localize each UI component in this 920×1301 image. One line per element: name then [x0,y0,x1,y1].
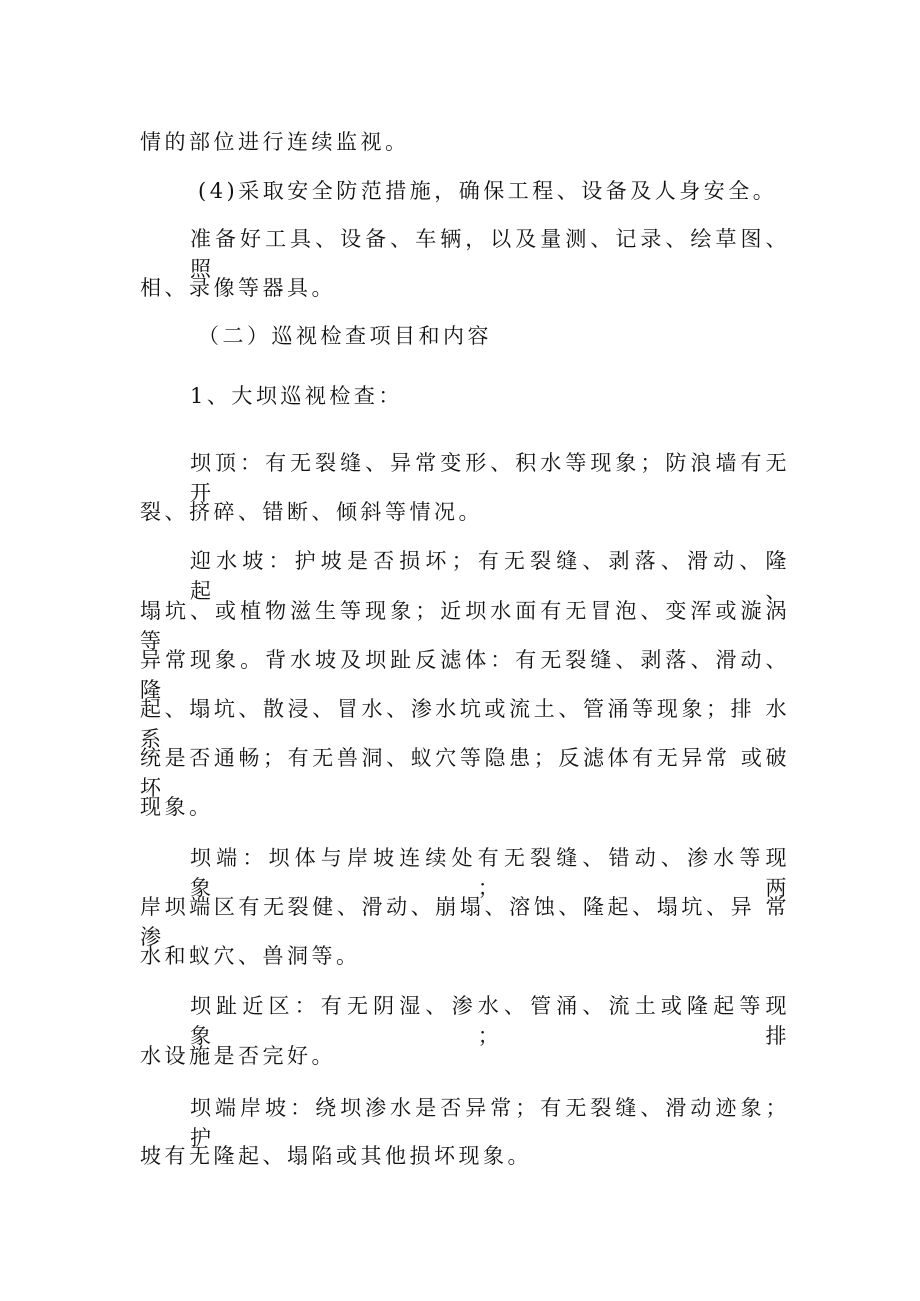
text-line-4: 相、录像等器具。 [140,276,336,300]
text-line-18: 坝趾近区：有无阴湿、渗水、管涌、流土或隆起等现象；排 [190,994,790,1048]
text-line-19: 水设施是否完好。 [140,1044,336,1068]
text-line-16: 岸坝端区有无裂健、滑动、崩塌、溶蚀、隆起、塌坑、异 常渗 [140,895,790,949]
text-line-20: 坝端岸坡：绕坝渗水是否异常；有无裂缝、滑动迹象； 护 [190,1096,790,1150]
section-heading: （二）巡视检查项目和内容 [198,324,492,348]
text-line-7: 坝顶：有无裂缝、异常变形、积水等现象；防浪墙有无 开 [190,451,790,505]
text-line-21: 坡有无隆起、塌陷或其他损坏现象。 [140,1144,532,1168]
text-line-14: 现象。 [140,795,214,819]
text-line-11: 异常现象。背水坡及坝趾反滤体：有无裂缝、剥落、滑动、 隆 [140,648,790,702]
text-line-12: 起、塌坑、散浸、冒水、渗水坑或流土、管涌等现象；排 水系 [140,697,790,751]
subsection-heading: 1、大坝巡视检查： [190,384,403,408]
text-line-8: 裂、挤碎、错断、倾斜等情况。 [140,500,483,524]
text-line-10: 塌坑、或植物滋生等现象；近坝水面有无冒泡、变浑或漩涡 等 [140,599,790,653]
text-line-13: 统是否通畅；有无兽洞、蚁穴等隐患；反滤体有无异常 或破坏 [140,746,790,800]
text-line-9: 迎水坡：护坡是否损坏；有无裂缝、剥落、滑动、隆起、 [190,549,790,603]
text-line-15: 坝端：坝体与岸坡连续处有无裂缝、错动、渗水等现象；两 [190,846,790,900]
text-line-2: (4)采取安全防范措施，确保工程、设备及人身安全。 [198,179,778,203]
text-line-3: 准备好工具、设备、车辆，以及量测、记录、绘草图、 照 [190,227,790,281]
text-line-17: 水和蚁穴、兽洞等。 [140,944,361,968]
text-line-1: 情的部位进行连续监视。 [140,130,410,154]
